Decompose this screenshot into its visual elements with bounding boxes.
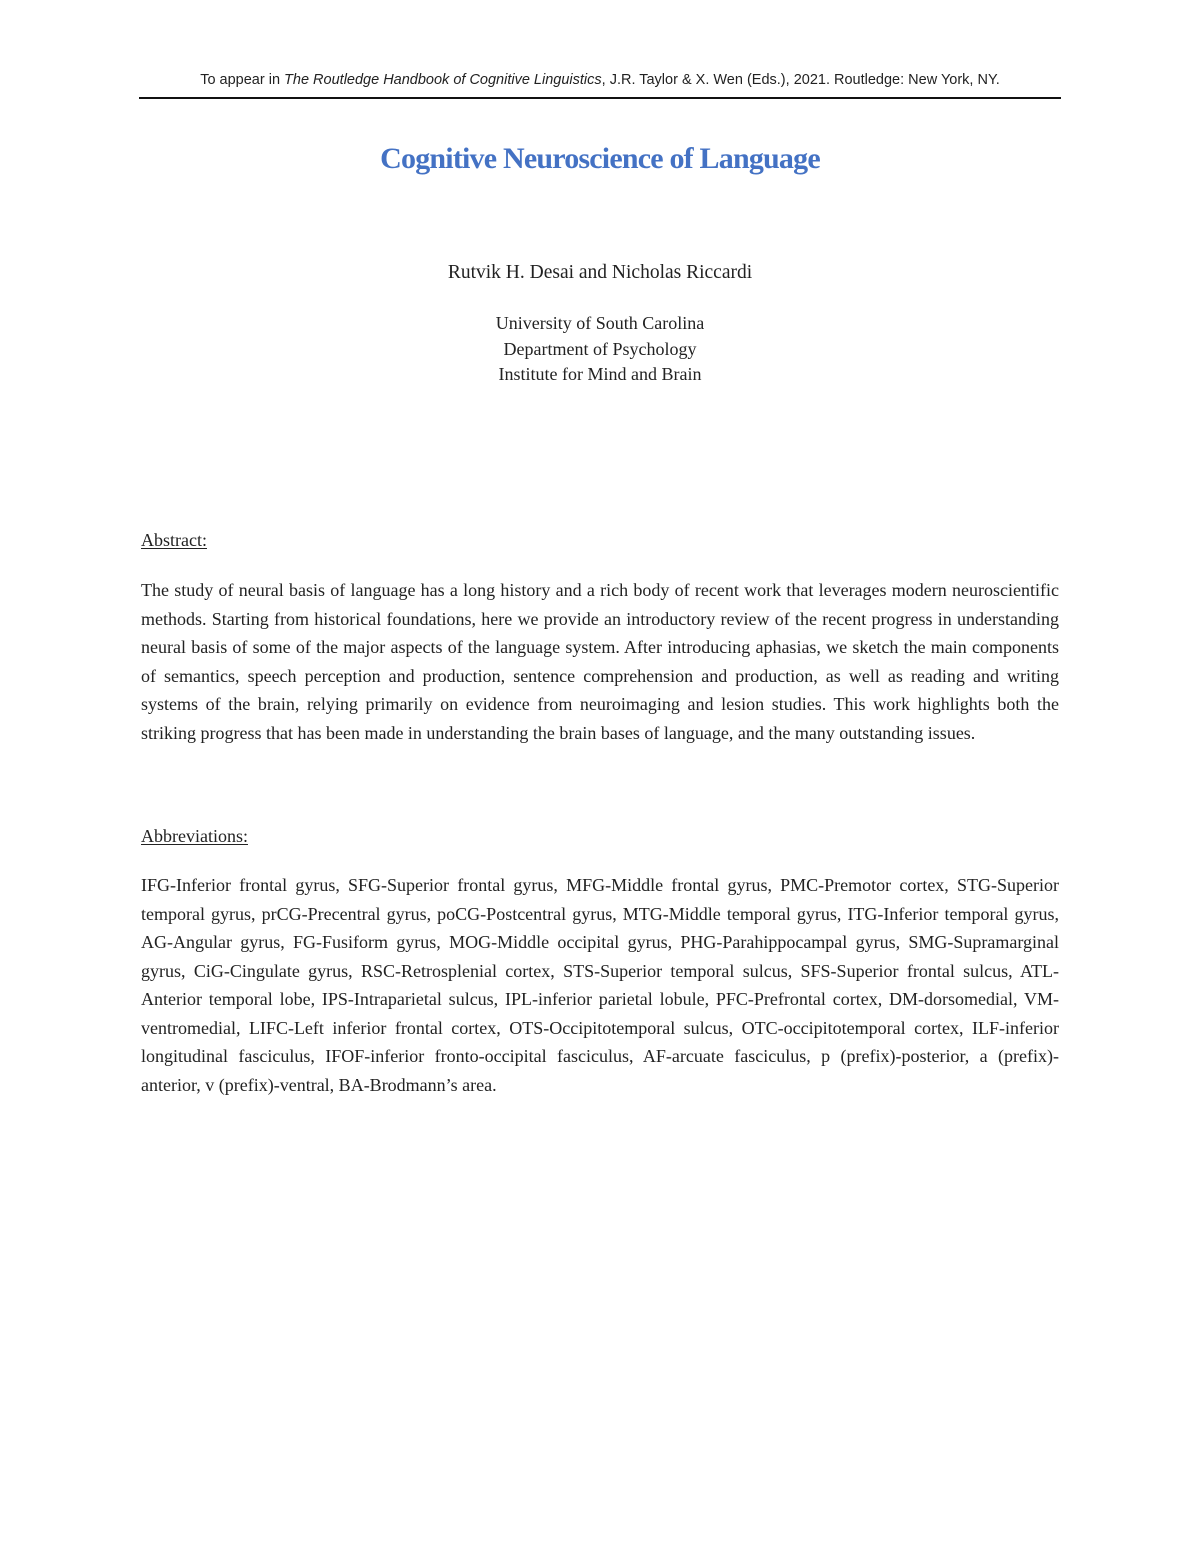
affiliation-block xyxy=(139,311,1061,388)
abstract-heading: Abstract: xyxy=(141,530,207,550)
abstract-text: The study of neural basis of language has a long history and a rich body of recent work that leverages modern neuroscientific methods. Starting from historical foundations, here we provide an introductory review of the recent progress in understanding neural basis of some of the major aspects of the language system. After introducing aphasias, we sketch the main components of semantics, speech perception and production, sentence comprehension and production, as well as reading and writing systems of the brain, relying primarily on evidence from neuroimaging and lesion studies. This work highlights both the striking progress that has been made in understanding the brain bases of language, and the many outstanding issues. xyxy=(141,580,1059,743)
affiliation-institute: Institute for Mind and Brain xyxy=(498,364,702,384)
affiliation-department: Department of Psychology xyxy=(503,338,697,359)
affiliation-university: University of South Carolina xyxy=(495,313,705,333)
authors: Rutvik H. Desai and Nicholas Riccardi xyxy=(447,262,753,283)
running-header-suffix: , J.R. Taylor & X. Wen (Eds.), 2021. Routledge: New York, NY. xyxy=(601,72,1000,88)
abbreviations-heading: Abbreviations: xyxy=(141,826,248,846)
paper-title: Cognitive Neuroscience of Language xyxy=(380,142,820,175)
header-rule xyxy=(139,97,1061,99)
running-header-book-title: The Routledge Handbook of Cognitive Linguistics xyxy=(284,72,602,88)
running-header-prefix: To appear in xyxy=(200,72,285,88)
running-header xyxy=(139,72,1061,88)
abbreviations-text: IFG-Inferior frontal gyrus, SFG-Superior frontal gyrus, MFG-Middle frontal gyrus, PMC-Premotor cortex, STG-Superior temporal gyrus, prCG-Precentral gyrus, poCG-Postcentral gyrus, MTG-Middle temporal gyrus, ITG-Inferior temporal gyrus, AG-Angular gyrus, FG-Fusiform gyrus, MOG-Middle occipital gyrus, PHG-Parahippocampal gyrus, SMG-Supramarginal gyrus, CiG-Cingulate gyrus, RSC-Retrosplenial cortex, STS-Superior temporal sulcus, SFS-Superior frontal sulcus, ATL-Anterior temporal lobe, IPS-Intraparietal sulcus, IPL-inferior parietal lobule, PFC-Prefrontal cortex, DM-dorsomedial, VM-ventromedial, LIFC-Left inferior frontal cortex, OTS-Occipitotemporal sulcus, OTC-occipitotemporal cortex, ILF-inferior longitudinal fasciculus, IFOF-inferior fronto-occipital fasciculus, AF-arcuate fasciculus, p (prefix)-posterior, a (prefix)-anterior, v (prefix)-ventral, BA-Brodmann’s area. xyxy=(141,875,1059,1095)
